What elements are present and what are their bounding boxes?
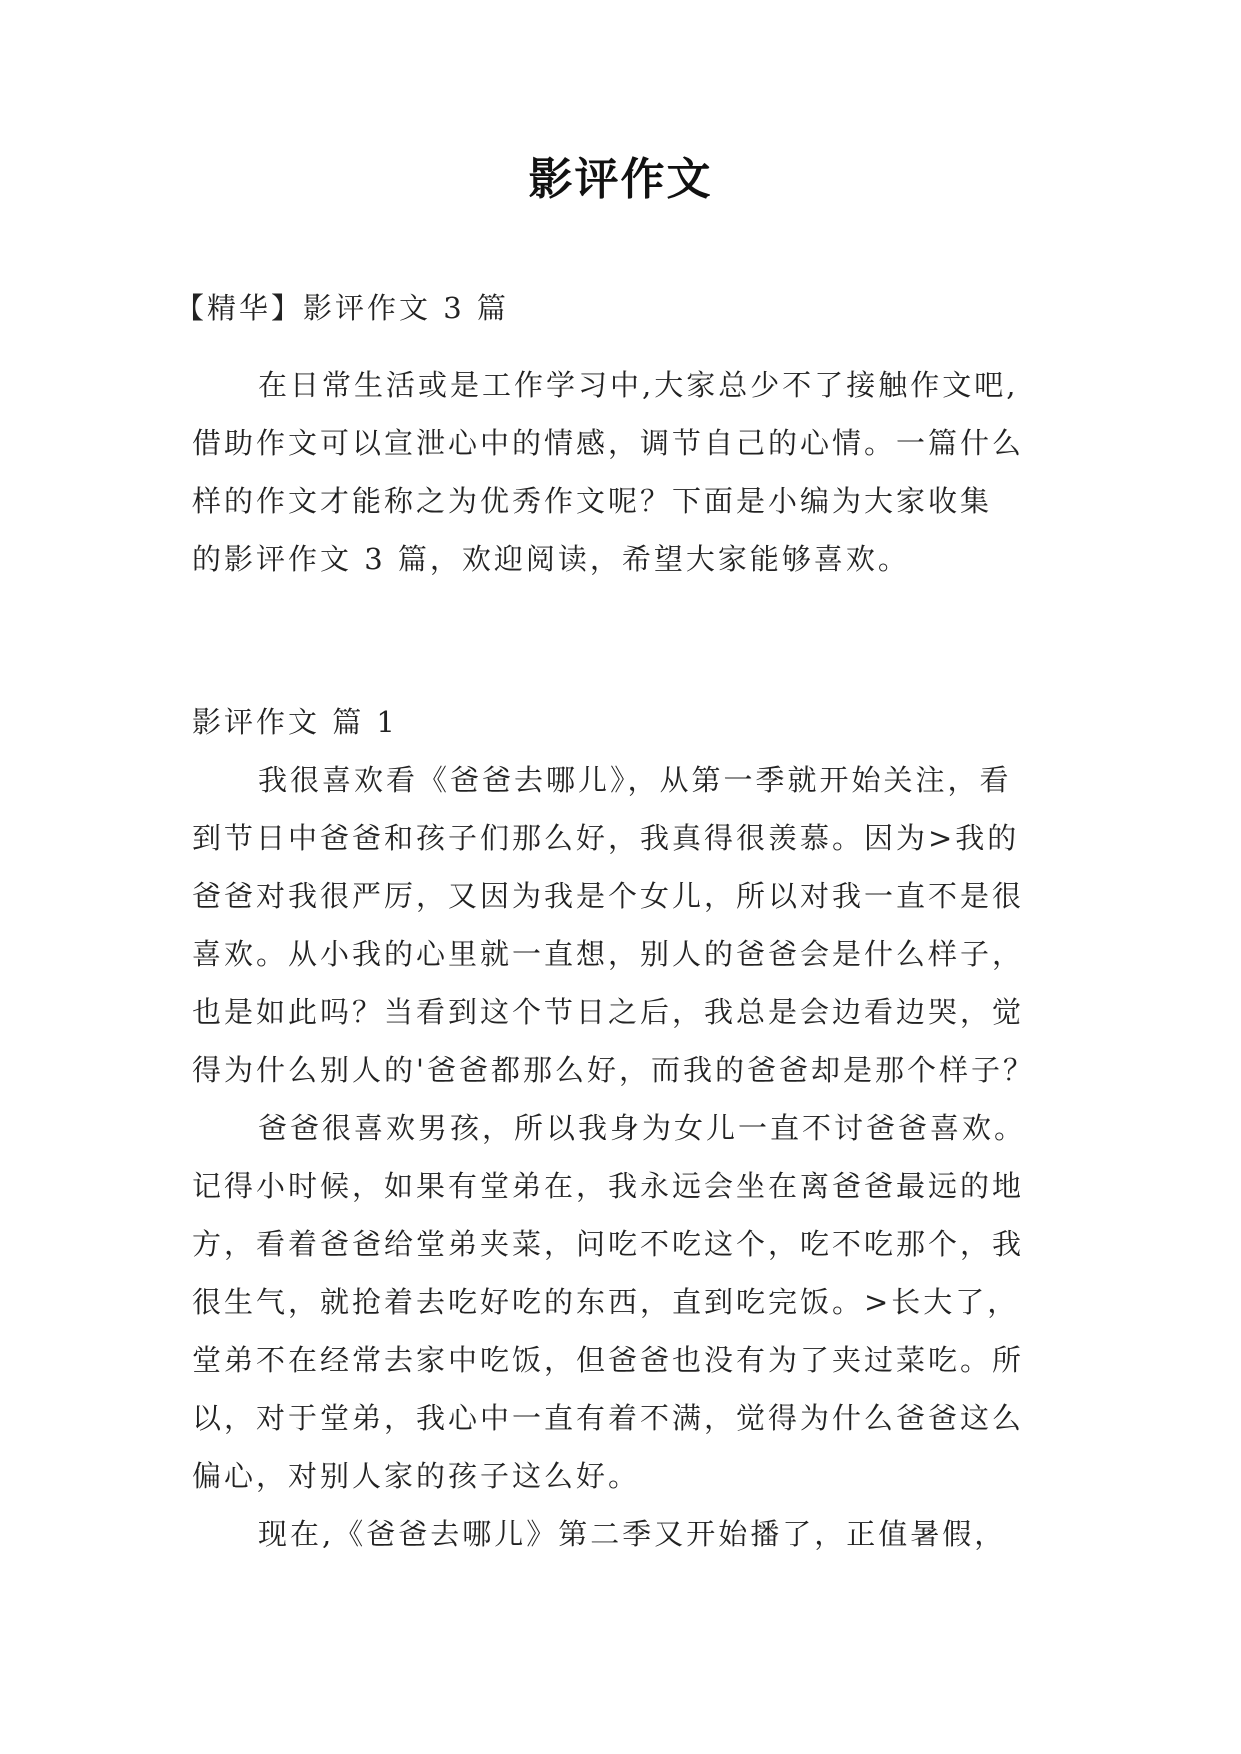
intro-line: 在日常生活或是工作学习中,大家总少不了接触作文吧, — [258, 368, 1019, 402]
document-subtitle: 【精华】影评作文 3 篇 — [175, 291, 509, 325]
body-line: 堂弟不在经常去家中吃饭，但爸爸也没有为了夹过菜吃。所 — [192, 1343, 1025, 1377]
body-line: 到节日中爸爸和孩子们那么好，我真得很羡慕。因为>我的 — [192, 821, 1020, 855]
body-line: 以，对于堂弟，我心中一直有着不满，觉得为什么爸爸这么 — [192, 1401, 1025, 1435]
body-text — [192, 751, 1072, 1563]
body-line: 方，看着爸爸给堂弟夹菜，问吃不吃这个，吃不吃那个，我 — [192, 1227, 1025, 1261]
body-line: 我很喜欢看《爸爸去哪儿》，从第一季就开始关注，看 — [258, 763, 1012, 797]
section-heading: 影评作文 篇 1 — [192, 705, 398, 739]
intro-line: 样的作文才能称之为优秀作文呢？下面是小编为大家收集 — [192, 484, 993, 518]
body-line: 很生气，就抢着去吃好吃的东西，直到吃完饭。>长大了， — [192, 1285, 1020, 1319]
intro-line: 借助作文可以宣泄心中的情感，调节自己的心情。一篇什么 — [192, 426, 1025, 460]
body-line: 偏心，对别人家的孩子这么好。 — [192, 1459, 641, 1493]
body-line: 也是如此吗？当看到这个节日之后，我总是会边看边哭，觉 — [192, 995, 1025, 1029]
body-line: 得为什么别人的'爸爸都那么好，而我的爸爸却是那个样子？ — [192, 1053, 1035, 1087]
body-line: 记得小时候，如果有堂弟在，我永远会坐在离爸爸最远的地 — [192, 1169, 1025, 1203]
body-line: 现在,《爸爸去哪儿》第二季又开始播了，正值暑假， — [258, 1517, 1007, 1551]
document-title: 影评作文 — [528, 154, 713, 205]
intro-paragraph — [192, 356, 1072, 588]
body-line: 喜欢。从小我的心里就一直想，别人的爸爸会是什么样子， — [192, 937, 1025, 971]
intro-line: 的影评作文 3 篇，欢迎阅读，希望大家能够喜欢。 — [192, 542, 910, 576]
body-line: 爸爸很喜欢男孩，所以我身为女儿一直不讨爸爸喜欢。 — [258, 1111, 1027, 1145]
body-line: 爸爸对我很严厉，又因为我是个女儿，所以对我一直不是很 — [192, 879, 1025, 913]
